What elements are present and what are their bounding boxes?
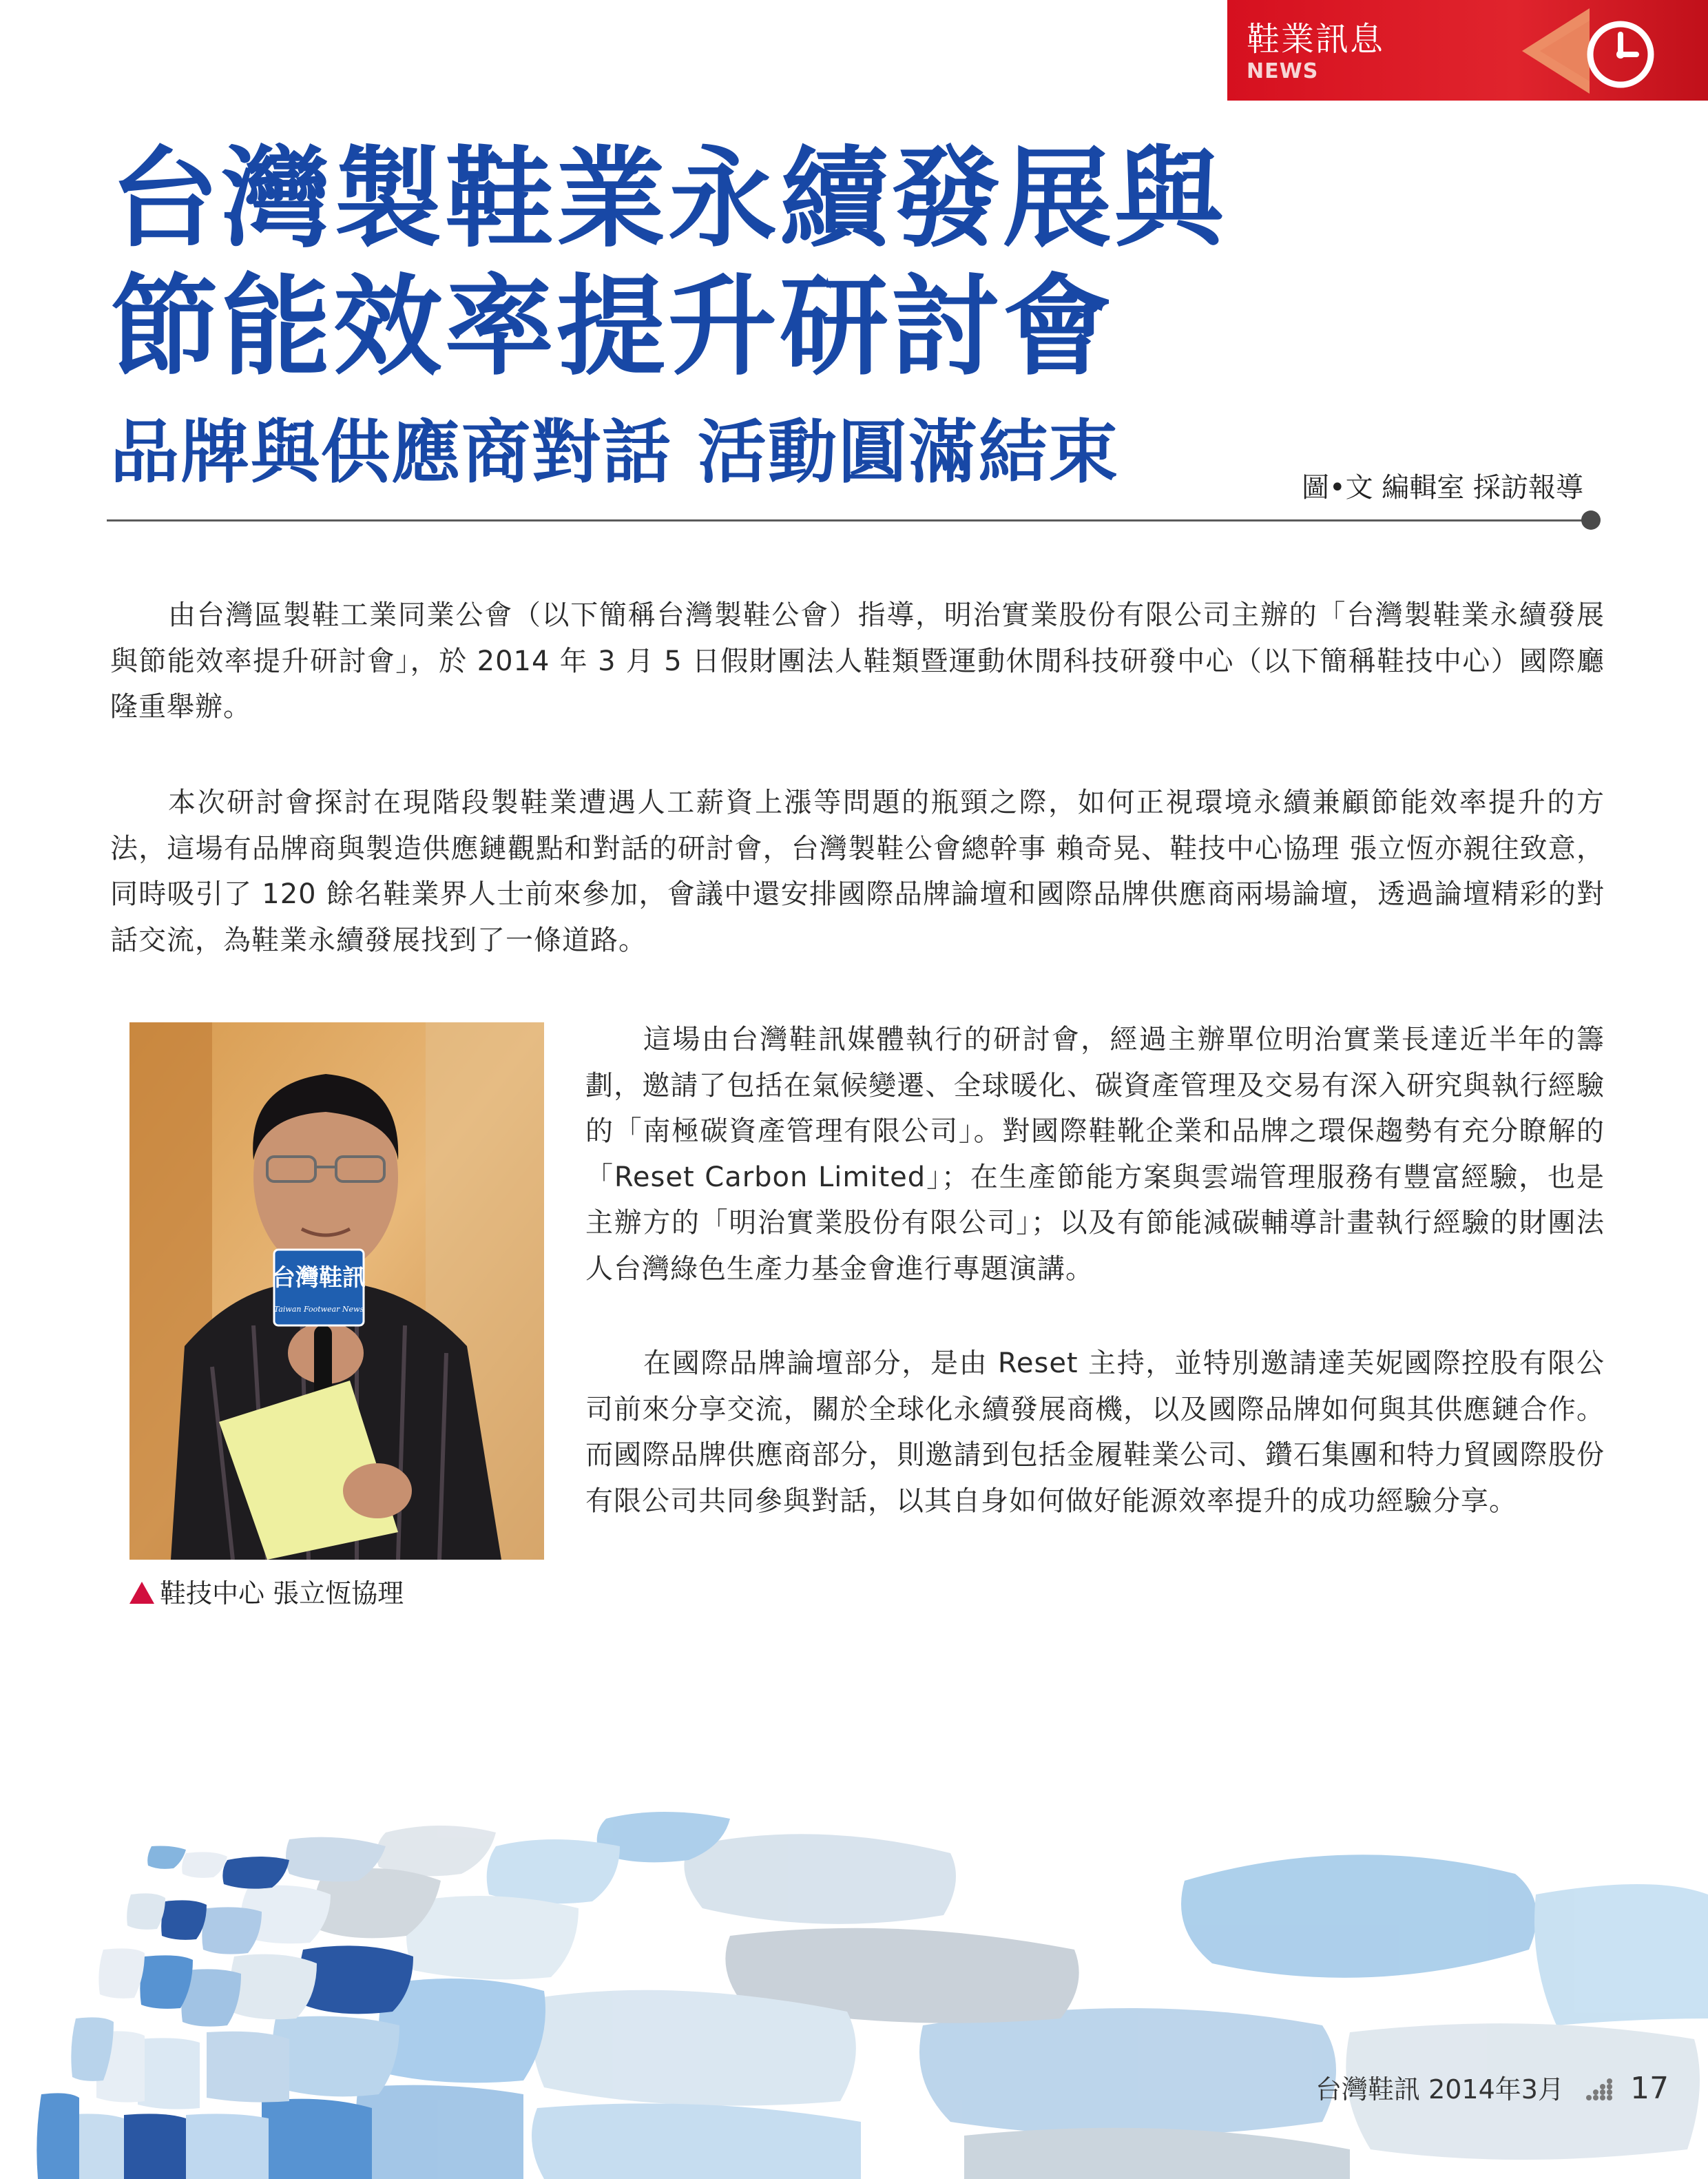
- dots-icon: [1583, 2078, 1615, 2101]
- clock-icon: [1583, 17, 1658, 92]
- speaker-photo: [129, 1022, 544, 1560]
- arrow-left-icon: [1508, 8, 1591, 94]
- byline: 圖•文 編輯室 採訪報導: [1302, 472, 1584, 504]
- article-subtitle: 品牌與供應商對話 活動圓滿結束: [110, 412, 1119, 493]
- paragraph-1: 由台灣區製鞋工業同業公會（以下簡稱台灣製鞋公會）指導，明治實業股份有限公司主辦的「台灣製鞋業永續發展與節能效率提升研討會」，於 2014 年 3 月 5 日假財團法人鞋類暨運動休閒科技研發中心（以下簡稱鞋技中心）國際廳隆重舉辦。: [110, 599, 1605, 723]
- photo-caption: [129, 1572, 404, 1610]
- section-title: 鞋業訊息: [1247, 20, 1385, 59]
- title-line-1: 台灣製鞋業永續發展與: [110, 136, 1226, 262]
- paragraph-3: 這場由台灣鞋訊媒體執行的研討會，經過主辦單位明治實業長達近半年的籌劃，邀請了包括在氣候變遷、全球暖化、碳資產管理及交易有深入研究與執行經驗的「南極碳資產管理有限公司」。對國際鞋靴企業和品牌之環保趨勢有充分瞭解的「Reset Carbon Limited」；在生產節能方案與雲端管理服務有豐富經驗，也是主辦方的「明治實業股份有限公司」；以及有節能減碳輔導計畫執行經驗的財團法人台灣綠色生產力基金會進行專題演講。: [585, 1024, 1605, 1285]
- article-title: [110, 135, 1281, 391]
- paragraph-4: 在國際品牌論壇部分，是由 Reset 主持，並特別邀請達芙妮國際控股有限公司前來分享交流，關於全球化永續發展商機，以及國際品牌如何與其供應鏈合作。而國際品牌供應商部分，則邀請到包括金履鞋業公司、鑽石集團和特力貿國際股份有限公司共同參與對話，以其自身如何做好能源效率提升的成功經驗分享。: [585, 1347, 1605, 1517]
- page-footer: [1315, 2068, 1669, 2106]
- magazine-issue: 台灣鞋訊 2014年3月: [1315, 2074, 1564, 2105]
- page-number: 17: [1630, 2071, 1669, 2106]
- caption-text: 鞋技中心 張立恆協理: [160, 1578, 404, 1609]
- mic-flag-label: 台灣鞋訊: [272, 1264, 366, 1292]
- title-line-2: 節能效率提升研討會: [110, 264, 1114, 391]
- section-subtitle: NEWS: [1247, 59, 1319, 83]
- decorative-tiles: [0, 1791, 1708, 2179]
- triangle-icon: [129, 1582, 154, 1604]
- divider: [107, 519, 1592, 521]
- paragraph-2: 本次研討會探討在現階段製鞋業遭遇人工薪資上漲等問題的瓶頸之際，如何正視環境永續兼顧節能效率提升的方法，這場有品牌商與製造供應鏈觀點和對話的研討會，台灣製鞋公會總幹事 賴奇晃、鞋技中心協理 張立恆亦親往致意，同時吸引了 120 餘名鞋業界人士前來參加，會議中還安排國際品牌論壇和國際品牌供應商兩場論壇，透過論壇精彩的對話交流，為鞋業永續發展找到了一條道路。: [110, 787, 1605, 956]
- mic-flag-sublabel: Taiwan Footwear News: [273, 1305, 364, 1314]
- divider-dot: [1581, 510, 1601, 530]
